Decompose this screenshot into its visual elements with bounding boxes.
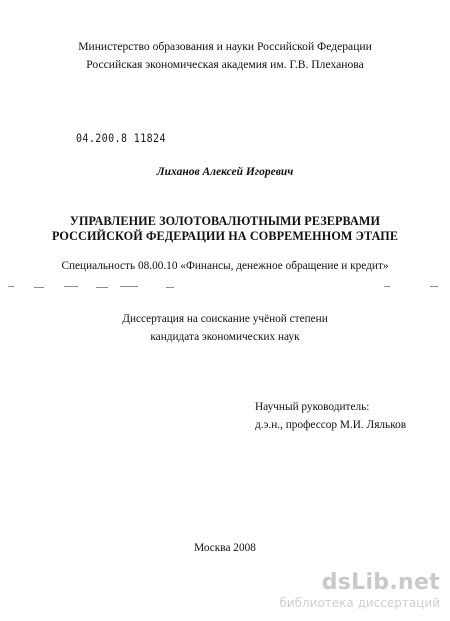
- watermark: [250, 571, 440, 611]
- scan-artifact: [64, 286, 78, 287]
- city-year: Москва 2008: [194, 542, 256, 554]
- academy-name: Российская экономическая академия им. Г.В. Плеханова: [86, 58, 364, 71]
- ministry-name: Министерство образования и науки Российской Федерации: [78, 40, 372, 53]
- scan-artifact: [8, 286, 14, 287]
- library-stamp-code: 04.200.8 11824: [76, 133, 166, 146]
- title-line: УПРАВЛЕНИЕ ЗОЛОТОВАЛЮТНЫМИ РЕЗЕРВАМИ: [69, 214, 381, 228]
- specialty-line: Специальность 08.00.10 «Финансы, денежное обращение и кредит»: [61, 260, 389, 272]
- degree-line: Диссертация на соискание учёной степени: [122, 313, 328, 325]
- advisor-name: д.э.н., профессор М.И. Ляльков: [255, 419, 407, 431]
- author-name: Лиханов Алексей Игоревич: [156, 166, 294, 178]
- scan-artifact: [96, 287, 108, 288]
- watermark-logo: dsLib.net: [321, 570, 440, 595]
- degree-line: кандидата экономических наук: [150, 331, 300, 343]
- watermark-tagline: библиотека диссертаций: [279, 596, 440, 610]
- scan-artifact: [120, 286, 138, 287]
- advisor-label: Научный руководитель:: [255, 401, 370, 413]
- title-line: РОССИЙСКОЙ ФЕДЕРАЦИИ НА СОВРЕМЕННОМ ЭТАПЕ: [51, 229, 399, 243]
- scan-artifact: [430, 286, 438, 287]
- scan-artifact: [384, 286, 390, 287]
- scan-artifact: [166, 287, 174, 288]
- scan-artifact: [34, 287, 44, 288]
